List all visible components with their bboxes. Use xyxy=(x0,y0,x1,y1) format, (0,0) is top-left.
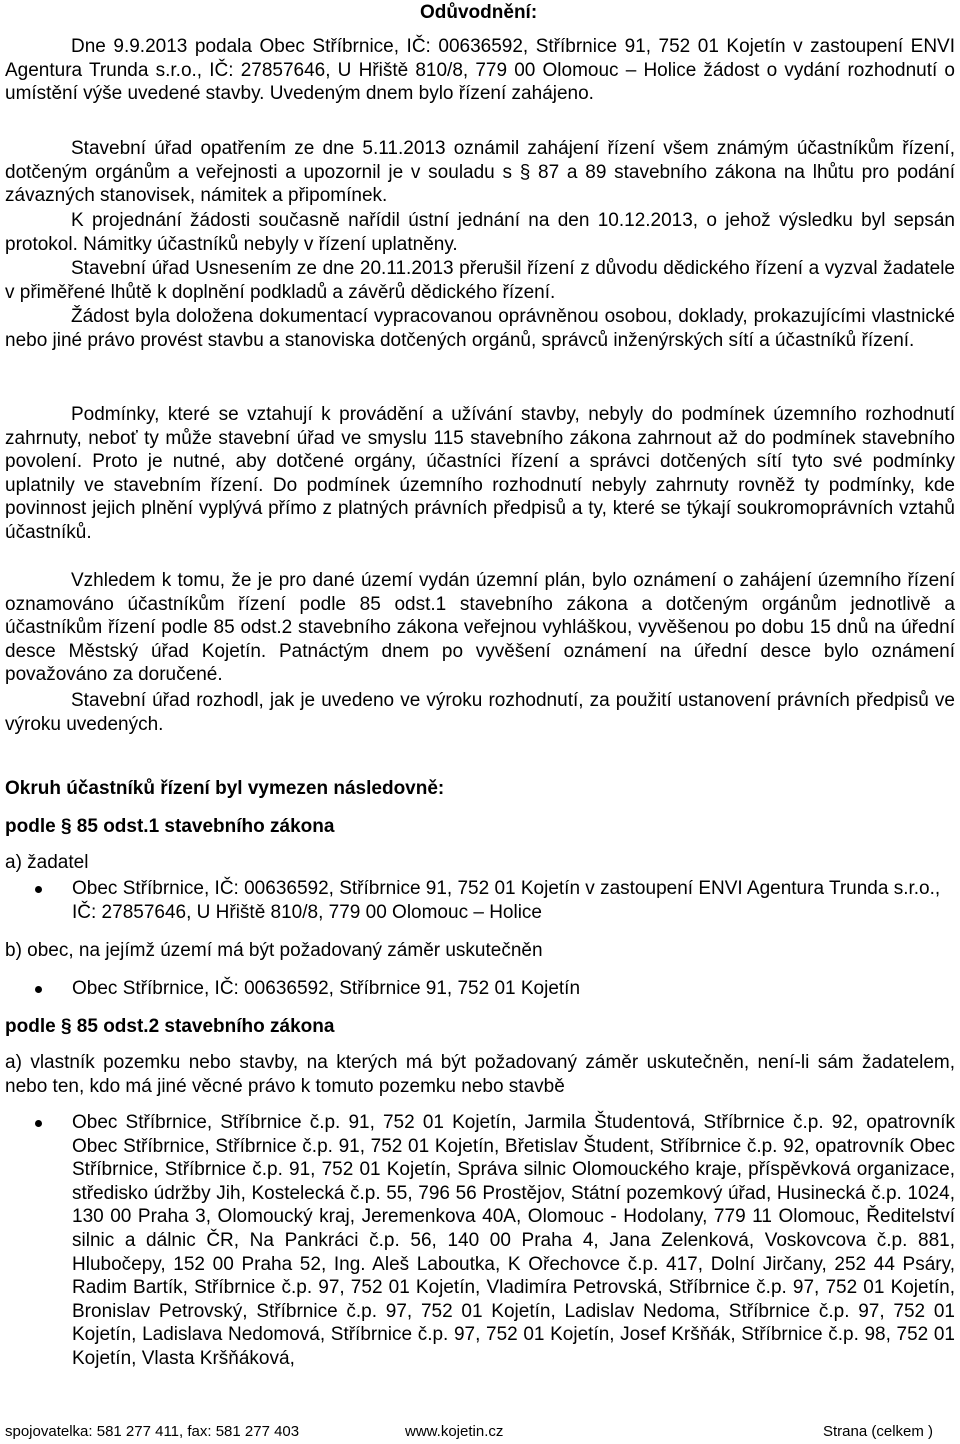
paragraph-suspension: Stavební úřad Usnesením ze dne 20.11.2013 přerušil řízení z důvodu dědického řízení a vyzval žadatele v přiměřené lhůtě k doplnění podkladů a závěrů dědického řízení. xyxy=(5,258,955,303)
list-item xyxy=(5,1111,955,1371)
bullet-icon xyxy=(35,1120,42,1127)
list-item-text: Obec Stříbrnice, IČ: 00636592, Stříbrnice 91, 752 01 Kojetín xyxy=(72,978,581,999)
participants-title: Okruh účastníků řízení byl vymezen následovně: xyxy=(5,778,445,799)
footer-page-number: Strana (celkem ) xyxy=(823,1423,934,1440)
bullet-icon xyxy=(35,886,42,893)
section1-heading: podle § 85 odst.1 stavebního zákona xyxy=(5,816,335,837)
list-item-text: Obec Stříbrnice, Stříbrnice č.p. 91, 752 01 Kojetín, Jarmila Študentová, Stříbrnice č.p. 92, opatrovník Obec Stříbrnice, Stříbrnice č.p. 91, 752 01 Kojetín, Břetislav Študent, Stříbrnice č.p. 92, opatrovník Obec Stříbrnice, Stříbrnice č.p. 91, 752 01 Kojetín, Správa silnic Olomouckého kraje, příspěvková organizace, středisko údržby Jih, Kostelecká č.p. 55, 796 56 Prostějov, Státní pozemkový úřad, Husinecká č.p. 1024, 130 00 Praha 3, Olomoucký kraj, Jeremenkova 40A, Olomouc - Hodolany, 779 11 Olomouc, Ředitelství silnic a dálnic ČR, Na Pankráci č.p. 56, 140 00 Praha 4, Jana Zelenková, Voskovcova č.p. 881, Hlubočepy, 152 00 Praha 52, Ing. Aleš Laboutka, K Ořechovce č.p. 417, Dolní Jirčany, 252 44 Psáry, Radim Bartík, Stříbrnice č.p. 97, 752 01 Kojetín, Vladimíra Petrovská, Stříbrnice č.p. 97, 752 01 Kojetín, Bronislav Petrovský, Stříbrnice č.p. 97, 752 01 Kojetín, Ladislav Nedoma, Stříbrnice č.p. 97, 752 01 Kojetín, Ladislava Nedomová, Stříbrnice č.p. 97, 752 01 Kojetín, Josef Kršňák, Stříbrnice č.p. 98, 752 01 Kojetín, Vlasta Kršňáková, xyxy=(72,1112,955,1369)
section2-a-label: a) vlastník pozemku nebo stavby, na kterých má být požadovaný záměr uskutečněn, není-li sám žadatelem, nebo ten, kdo má jiné věcné právo k tomuto pozemku nebo stavbě xyxy=(5,1052,955,1097)
paragraph-conditions: Podmínky, které se vztahují k provádění a užívání stavby, nebyly do podmínek územního rozhodnutí zahrnuty, neboť ty může stavební úřad ve smyslu 115 stavebního zákona zahrnout až do podmínek stavebního povolení. Proto je nutné, aby dotčené orgány, účastníci řízení a správci dotčených sítí tyto své podmínky uplatnily ve stavebním řízení. Do podmínek územního rozhodnutí nebyly zahrnuty rovněž ty podmínky, kde povinnost jejich plnění vyplývá přímo z platných právních předpisů a ty, které se týkají soukromoprávních vztahů účastníků. xyxy=(5,404,955,543)
page-footer xyxy=(5,1423,955,1443)
paragraph-decision: Stavební úřad rozhodl, jak je uvedeno ve výroku rozhodnutí, za použití ustanovení právních předpisů ve výroku uvedených. xyxy=(5,690,955,735)
paragraph-application: Dne 9.9.2013 podala Obec Stříbrnice, IČ: 00636592, Stříbrnice 91, 752 01 Kojetín v zastoupení ENVI Agentura Trunda s.r.o., IČ: 27857646, U Hřiště 810/8, 779 00 Olomouc – Holice žádost o vydání rozhodnutí o umístění výše uvedené stavby. Uvedeným dnem bylo řízení zahájeno. xyxy=(5,36,955,105)
paragraph-notification: Stavební úřad opatřením ze dne 5.11.2013 oznámil zahájení řízení všem známým účastníkům řízení, dotčeným orgánům a veřejnosti a upozornil je v souladu s § 87 a 89 stavebního zákona na lhůtu pro podání závazných stanovisek, námitek a připomínek. xyxy=(5,138,955,207)
paragraph-documentation: Žádost byla doložena dokumentací vypracovanou oprávněnou osobou, doklady, prokazujícími vlastnické nebo jiné právo provést stavbu a stanoviska dotčených orgánů, správců inženýrských sítí a účastníků řízení. xyxy=(5,306,955,351)
section1-b-label: b) obec, na jejímž území má být požadovaný záměr uskutečněn xyxy=(5,940,543,961)
section2-heading: podle § 85 odst.2 stavebního zákona xyxy=(5,1016,335,1037)
footer-website-link[interactable]: www.kojetin.cz xyxy=(405,1423,504,1440)
paragraph-public-notice: Vzhledem k tomu, že je pro dané území vydán územní plán, bylo oznámení o zahájení územního řízení oznamováno účastníkům řízení podle 85 odst.1 stavebního zákona a dotčeným orgánům jednotlivě a účastníkům řízení podle 85 odst.2 stavebního zákona veřejnou vyhláškou, vyvěšenou po dobu 15 dnů na úřední desce Městský úřad Kojetín. Patnáctým dnem po vyvěšení oznámení na úřední desce bylo oznámení považováno za doručené. xyxy=(5,570,955,686)
bullet-icon xyxy=(35,986,42,993)
section1-a-label: a) žadatel xyxy=(5,852,89,873)
footer-contact: spojovatelka: 581 277 411, fax: 581 277 403 xyxy=(5,1423,300,1440)
list-item-text: Obec Stříbrnice, IČ: 00636592, Stříbrnice 91, 752 01 Kojetín v zastoupení ENVI Agentura Trunda s.r.o., IČ: 27857646, U Hřiště 810/8, 779 00 Olomouc – Holice xyxy=(72,878,941,923)
list-item xyxy=(5,877,955,924)
paragraph-hearing: K projednání žádosti současně nařídil ústní jednání na den 10.12.2013, o jehož výsledku byl sepsán protokol. Námitky účastníků nebyly v řízení uplatněny. xyxy=(5,210,955,255)
list-item xyxy=(5,977,955,1001)
section-heading: Odůvodnění: xyxy=(420,2,538,23)
